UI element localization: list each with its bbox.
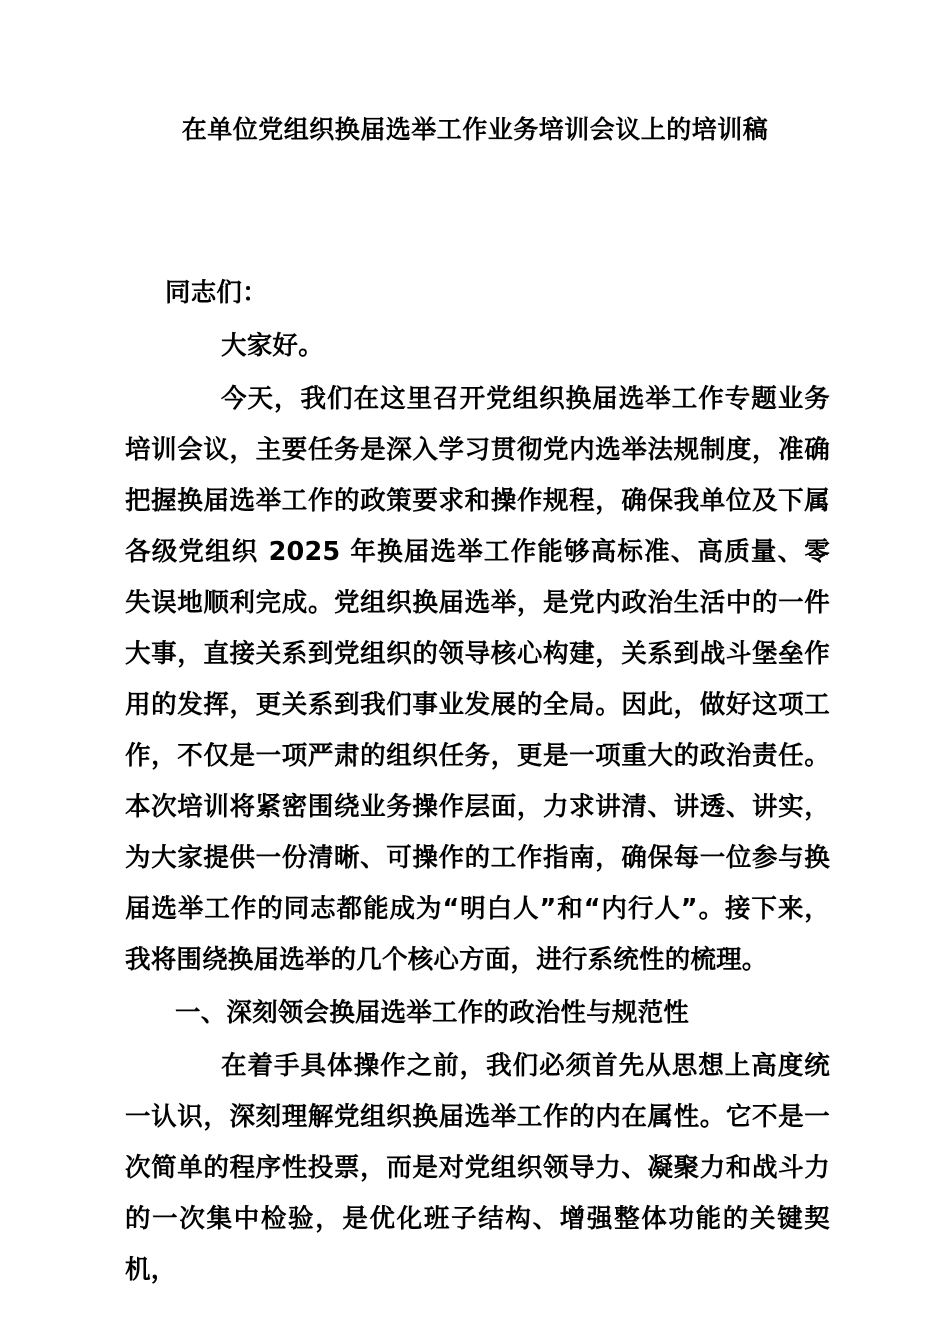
section-heading-one: 一、深刻领会换届选举工作的政治性与规范性 [175,998,690,1028]
document-body [125,268,830,1298]
page-title: 在单位党组织换届选举工作业务培训会议上的培训稿 [181,115,769,144]
paragraph-opening: 今天，我们在这里召开党组织换届选举工作专题业务培训会议，主要任务是深入学习贯彻党内选举法规制度，准确把握换届选举工作的政策要求和操作规程，确保我单位及下属各级党组织 2025 年换届选举工作能够高标准、高质量、零失误地顺利完成。党组织换届选举，是党内政治生活中的一件大事，直接关系到党组织的领导核心构建，关系到战斗堡垒作用的发挥，更关系到我们事业发展的全局。因此，做好这项工作，不仅是一项严肃的组织任务，更是一项重大的政治责任。本次培训将紧密围绕业务操作层面，力求讲清、讲透、讲实，为大家提供一份清晰、可操作的工作指南，确保每一位参与换届选举工作的同志都能成为“明白人”和“内行人”。接下来，我将围绕换届选举的几个核心方面，进行系统性的梳理。 [125,384,830,975]
paragraph-greeting: 大家好。 [221,331,324,361]
paragraph-salutation: 同志们： [165,278,268,308]
paragraph-section-one-body: 在着手具体操作之前，我们必须首先从思想上高度统一认识，深刻理解党组织换届选举工作的内在属性。它不是一次简单的程序性投票，而是对党组织领导力、凝聚力和战斗力的一次集中检验，是优化班子结构、增强整体功能的关键契机， [125,1051,830,1285]
